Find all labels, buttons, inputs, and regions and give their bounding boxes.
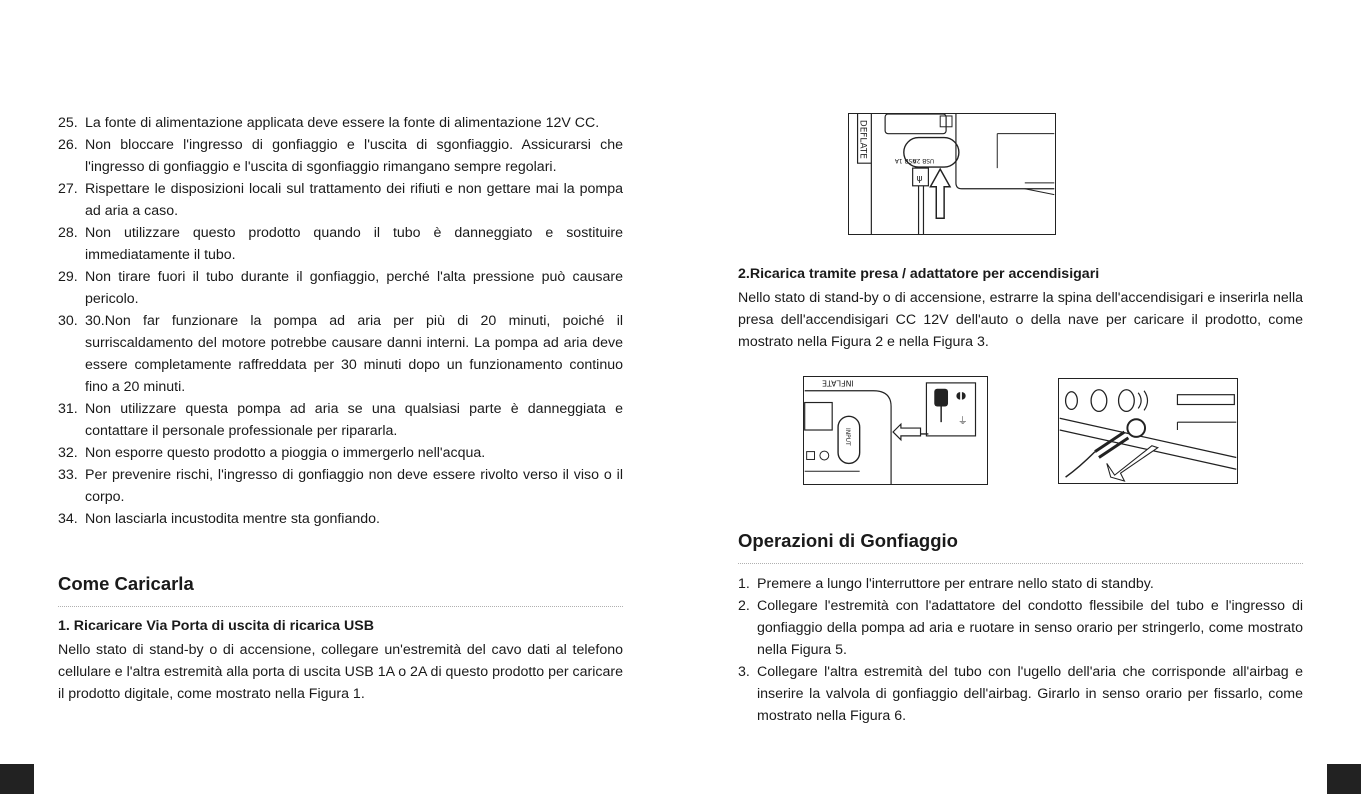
item-number: 33. xyxy=(58,467,78,483)
item-number: 29. xyxy=(58,269,78,285)
dashboard-detail xyxy=(1177,422,1236,430)
item-text: Non tirare fuori il tubo durante il gonfiaggio, perché l'alta pressione può causare pericolo. xyxy=(85,269,623,307)
item-number: 25. xyxy=(58,115,78,131)
item-text: Non lasciarla incustodita mentre sta gonfiando. xyxy=(85,511,380,527)
page-corner-right xyxy=(1327,764,1361,794)
arrow-left-icon xyxy=(893,424,920,440)
dashboard-edge xyxy=(1060,418,1237,469)
figure-usb-ports xyxy=(848,113,1056,235)
ground-symbol-icon: ⏚ xyxy=(957,416,968,428)
item-number: 34. xyxy=(58,511,78,527)
list-item xyxy=(58,508,623,530)
item-text: Non utilizzare questo prodotto quando il tubo è danneggiato e sostituire immediatamente il tubo. xyxy=(85,225,623,263)
item-text: Rispettare le disposizioni locali sul trattamento dei rifiuti e non gettare mai la pompa ad aria a caso. xyxy=(85,181,623,219)
item-number: 2. xyxy=(738,598,750,614)
pump-body xyxy=(956,114,1054,189)
dial-icon xyxy=(820,451,829,460)
item-text: Non bloccare l'ingresso di gonfiaggio e l'uscita di sgonfiaggio. Assicurarsi che l'ingresso di gonfiaggio e l'uscita di sgonfiaggio rimangano sempre regolari. xyxy=(85,137,623,175)
display-panel xyxy=(885,114,946,134)
wall-socket xyxy=(926,383,975,436)
section-divider xyxy=(58,606,623,607)
input-label: INPUT xyxy=(843,428,850,446)
lighter-socket xyxy=(1127,419,1145,437)
item-number: 1. xyxy=(738,576,750,592)
page-corner-left xyxy=(0,764,34,794)
list-item xyxy=(58,266,623,310)
usb2-label: USB 2A xyxy=(912,157,935,164)
item-number: 26. xyxy=(58,137,78,153)
usb-ports-illustration xyxy=(849,114,1055,234)
deflate-label: DEFLATE xyxy=(857,119,868,159)
item-number: 30. xyxy=(58,313,78,329)
usb-charge-subtitle: 1. Ricaricare Via Porta di uscita di ricarica USB xyxy=(58,618,374,634)
inflation-steps-list xyxy=(738,573,1303,727)
usb-icon: ψ xyxy=(916,173,923,184)
dashboard-slot xyxy=(1177,395,1234,405)
list-item xyxy=(738,595,1303,661)
figure-input-socket xyxy=(803,376,988,485)
socket-symbol-icon: ◖◗ xyxy=(955,390,967,402)
list-item xyxy=(738,573,1303,595)
list-item xyxy=(58,222,623,266)
display-window xyxy=(805,403,832,430)
list-item xyxy=(58,112,623,134)
list-item xyxy=(58,134,623,178)
list-item xyxy=(58,398,623,442)
usb-charge-paragraph: Nello stato di stand-by o di accensione, collegare un'estremità del cavo dati al telefono cellulare e l'altra estremità alla porta di uscita USB 1A o 2A di questo prodotto per caricare il prodotto digitale, come mostrato nella Figura 1. xyxy=(58,642,623,702)
list-item xyxy=(58,178,623,222)
list-item xyxy=(58,310,623,398)
item-number: 3. xyxy=(738,664,750,680)
dashboard-knob xyxy=(1119,390,1135,412)
plug-cable xyxy=(1066,452,1095,478)
item-number: 32. xyxy=(58,445,78,461)
item-number: 28. xyxy=(58,225,78,241)
button-icon xyxy=(807,452,815,460)
item-text: La fonte di alimentazione applicata deve essere la fonte di alimentazione 12V CC. xyxy=(85,115,600,131)
list-item xyxy=(58,464,623,508)
arrow-up-left-icon xyxy=(1107,446,1158,481)
section-title-charging: Come Caricarla xyxy=(58,573,194,594)
item-number: 31. xyxy=(58,401,78,417)
pump-detail xyxy=(997,134,1054,168)
car-lighter-illustration xyxy=(1059,379,1237,483)
lighter-charge-subtitle: 2.Ricarica tramite presa / adattatore per accendisigari xyxy=(738,266,1100,282)
item-text: Collegare l'estremità con l'adattatore del condotto flessibile del tubo e l'ingresso di gonfiaggio della pompa ad aria e ruotare in senso orario per stringerlo, come mostrato nella Figura 5. xyxy=(757,598,1303,658)
section-divider xyxy=(738,563,1303,564)
list-item xyxy=(738,661,1303,727)
item-text: Per prevenire rischi, l'ingresso di gonfiaggio non deve essere rivolto verso il viso o il corpo. xyxy=(85,467,623,505)
usb-cable xyxy=(919,186,924,234)
arrow-up-icon xyxy=(930,169,950,218)
figure-car-lighter xyxy=(1058,378,1238,484)
item-number: 27. xyxy=(58,181,78,197)
lighter-knob xyxy=(1138,391,1147,411)
item-text: Premere a lungo l'interruttore per entrare nello stato di standby. xyxy=(757,576,1154,592)
usb1-label: USB 1A xyxy=(894,157,917,164)
dashboard-knob xyxy=(1091,390,1107,412)
inflate-label: INFLATE xyxy=(822,378,854,388)
item-text: 30.Non far funzionare la pompa ad aria per più di 20 minuti, poiché il surriscaldamento del motore potrebbe causare danni interni. La pompa ad aria deve essere completamente raffreddata per 30 minuti dopo un funzionamento continuo fino a 20 minuti. xyxy=(85,313,623,395)
safety-rules-list xyxy=(58,112,623,530)
item-text: Non utilizzare questa pompa ad aria se una qualsiasi parte è danneggiata e contattare il personale professionale per ripararla. xyxy=(85,401,623,439)
lighter-charge-paragraph: Nello stato di stand-by o di accensione, estrarre la spina dell'accendisigari e inserirla nella presa dell'accendisigari CC 12V dell'auto o della nave per caricare il prodotto, come mostrato nella Figura 2 e nella Figura 3. xyxy=(738,290,1303,350)
list-item xyxy=(58,442,623,464)
item-text: Non esporre questo prodotto a pioggia o immergerlo nell'acqua. xyxy=(85,445,486,461)
dashboard-knob xyxy=(1066,392,1078,410)
item-text: Collegare l'altra estremità del tubo con l'ugello dell'aria che corrisponde all'airbag e inserire la valvola di gonfiaggio dell'airbag. Girarlo in senso orario per fissarlo, come mostrato nella Figura 6. xyxy=(757,664,1303,724)
power-plug xyxy=(934,389,948,407)
section-title-inflation: Operazioni di Gonfiaggio xyxy=(738,530,958,551)
input-socket-illustration xyxy=(804,377,987,484)
